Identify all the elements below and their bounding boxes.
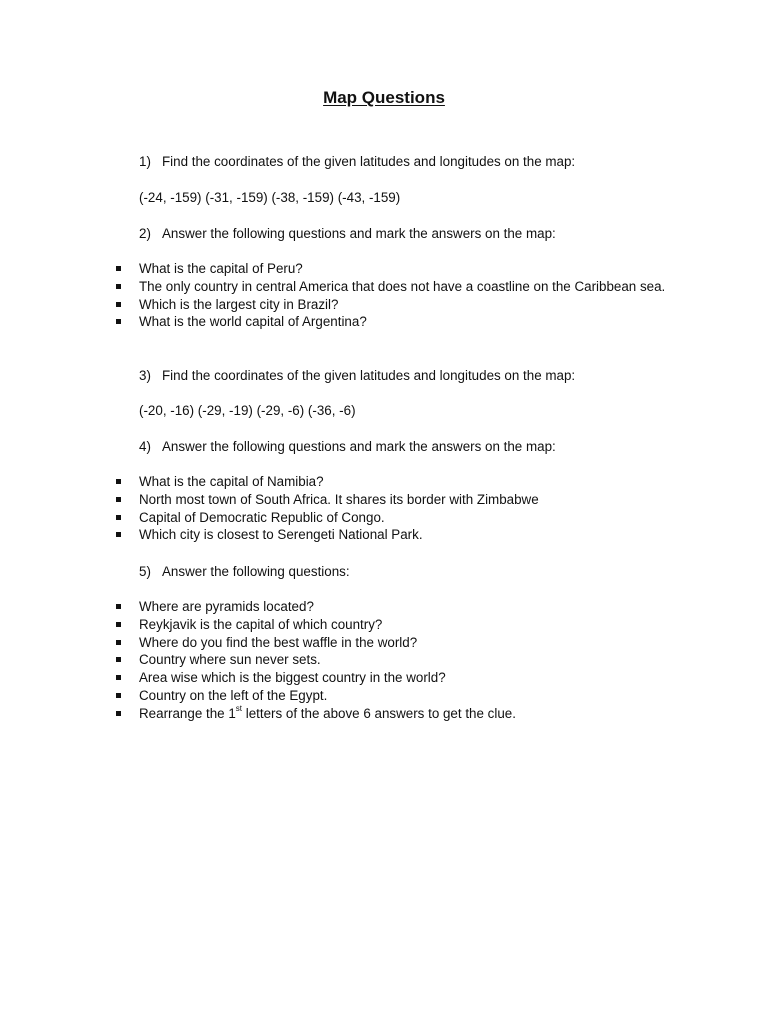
bullet-icon [116, 693, 121, 698]
list-item: Where are pyramids located? [0, 598, 768, 616]
bullet-icon [116, 675, 121, 680]
bullet-icon [116, 319, 121, 324]
bullet-icon [116, 622, 121, 627]
list-item: Which city is closest to Serengeti National Park. [0, 526, 768, 544]
question-5-list [0, 598, 768, 723]
bullet-icon [116, 302, 121, 307]
list-item: What is the capital of Peru? [0, 260, 768, 278]
list-item: Rearrange the 1st letters of the above 6 answers to get the clue. [0, 705, 768, 723]
page-title: Map Questions [323, 88, 445, 107]
question-5-text: Answer the following questions: [162, 564, 350, 579]
question-3-coordinates: (-20, -16) (-29, -19) (-29, -6) (-36, -6) [139, 403, 356, 418]
question-1-number: 1) [139, 154, 151, 169]
list-item: Reykjavik is the capital of which country? [0, 616, 768, 634]
list-item: North most town of South Africa. It shares its border with Zimbabwe [0, 491, 768, 509]
question-2-list [0, 260, 768, 331]
bullet-icon [116, 532, 121, 537]
list-item: Capital of Democratic Republic of Congo. [0, 509, 768, 527]
list-item: What is the capital of Namibia? [0, 473, 768, 491]
question-2 [139, 225, 556, 243]
bullet-icon [116, 284, 121, 289]
question-2-number: 2) [139, 226, 151, 241]
list-item: Where do you find the best waffle in the world? [0, 634, 768, 652]
list-item: Country where sun never sets. [0, 651, 768, 669]
list-item: Country on the left of the Egypt. [0, 687, 768, 705]
question-4-number: 4) [139, 439, 151, 454]
list-item: The only country in central America that does not have a coastline on the Caribbean sea. [0, 278, 768, 296]
bullet-icon [116, 604, 121, 609]
bullet-icon [116, 711, 121, 716]
question-4 [139, 438, 556, 456]
list-item: Area wise which is the biggest country in the world? [0, 669, 768, 687]
question-2-text: Answer the following questions and mark the answers on the map: [162, 226, 556, 241]
bullet-icon [116, 657, 121, 662]
bullet-icon [116, 515, 121, 520]
bullet-icon [116, 640, 121, 645]
question-4-list [0, 473, 768, 544]
question-1-text: Find the coordinates of the given latitudes and longitudes on the map: [162, 154, 576, 169]
question-3-text: Find the coordinates of the given latitudes and longitudes on the map: [162, 368, 576, 383]
bullet-icon [116, 266, 121, 271]
question-3 [139, 367, 575, 385]
question-1 [139, 153, 575, 171]
list-item: What is the world capital of Argentina? [0, 313, 768, 331]
bullet-icon [116, 479, 121, 484]
question-5 [139, 563, 350, 581]
question-1-coordinates: (-24, -159) (-31, -159) (-38, -159) (-43, -159) [139, 190, 401, 205]
bullet-icon [116, 497, 121, 502]
list-item: Which is the largest city in Brazil? [0, 296, 768, 314]
ordinal-superscript: st [235, 704, 243, 714]
question-3-number: 3) [139, 368, 151, 383]
question-4-text: Answer the following questions and mark the answers on the map: [162, 439, 556, 454]
question-5-number: 5) [139, 564, 151, 579]
